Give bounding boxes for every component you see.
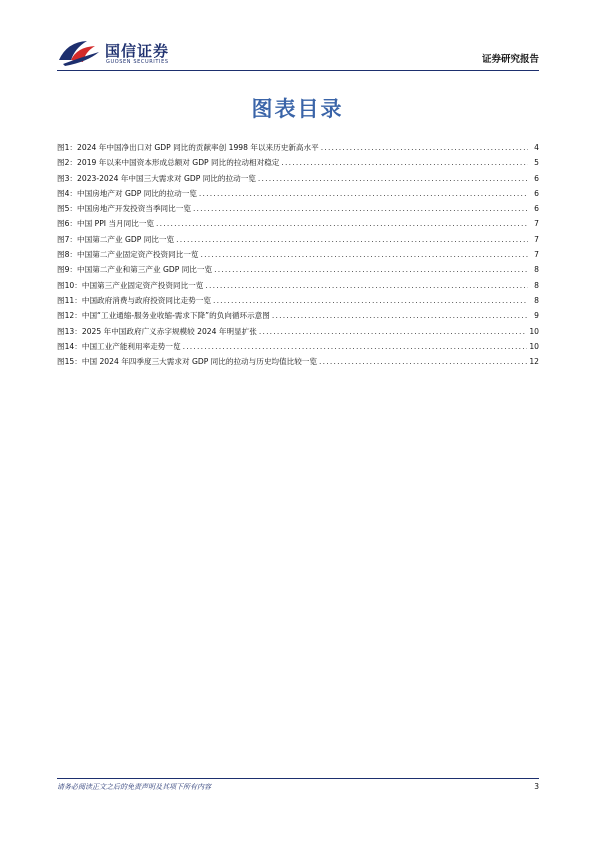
toc-entry-label: 图9： (57, 265, 78, 275)
toc-entry-page: 10 (529, 341, 539, 351)
toc-entry-label: 图14： (57, 341, 82, 351)
toc-entry-page: 7 (534, 250, 539, 260)
toc-entry[interactable] (57, 293, 539, 308)
toc-entry-page: 8 (534, 295, 539, 305)
toc-entry-page: 4 (534, 143, 539, 152)
toc-dot-leader (176, 232, 528, 247)
toc-entry[interactable] (57, 201, 539, 216)
toc-entry-text: 中国第三产业固定资产投资同比一览 (81, 280, 204, 290)
toc-entry-label: 图11： (57, 295, 82, 305)
brand-name-cn: 国信证券 (105, 42, 170, 60)
figure-table-of-contents (57, 140, 539, 369)
footer-disclaimer: 请务必阅读正文之后的免责声明及其项下所有内容 (57, 783, 211, 791)
toc-entry-page: 8 (534, 280, 539, 290)
toc-entry-label: 图3： (57, 173, 78, 183)
footer-divider (57, 778, 539, 779)
toc-entry-label: 图13： (57, 326, 82, 336)
toc-entry-label: 图7： (57, 234, 78, 244)
toc-entry-text: 中国第二产业和第三产业 GDP 同比一览 (77, 265, 213, 275)
toc-entry-page: 9 (534, 311, 539, 321)
toc-entry-text: 中国房地产开发投资当季同比一览 (77, 204, 191, 214)
toc-entry-text: 中国工业产能利用率走势一览 (81, 341, 181, 351)
toc-dot-leader (205, 278, 528, 293)
toc-entry-page: 8 (534, 265, 539, 275)
toc-entry-text: 2025 年中国政府广义赤字规模较 2024 年明显扩张 (81, 326, 257, 336)
toc-entry-text: 中国 2024 年四季度三大需求对 GDP 同比的拉动与历史均值比较一览 (81, 357, 317, 367)
brand-name-en: GUOSEN SECURITIES (106, 59, 169, 65)
toc-entry-page: 12 (529, 357, 539, 367)
toc-entry-text: 中国“工业通缩-服务业收缩-需求下降”的负向循环示意图 (81, 311, 270, 321)
guosen-logo-icon (57, 38, 101, 68)
toc-entry-page: 6 (534, 173, 539, 183)
toc-entry[interactable] (57, 262, 539, 277)
page-number: 3 (534, 782, 539, 791)
toc-dot-leader (259, 324, 527, 339)
toc-entry[interactable] (57, 278, 539, 293)
toc-entry[interactable] (57, 308, 539, 323)
toc-dot-leader (258, 171, 528, 186)
toc-entry[interactable] (57, 232, 539, 247)
toc-dot-leader (199, 186, 528, 201)
toc-entry-label: 图4： (57, 188, 78, 198)
toc-entry[interactable] (57, 247, 539, 262)
toc-entry-text: 中国政府消费与政府投资同比走势一览 (81, 295, 211, 305)
toc-entry-label: 图6： (57, 219, 78, 229)
toc-entry[interactable] (57, 216, 539, 231)
toc-entry-page: 10 (529, 326, 539, 336)
toc-entry-label: 图15： (57, 357, 82, 367)
toc-entry-label: 图12： (57, 311, 82, 321)
toc-dot-leader (272, 308, 528, 323)
toc-entry[interactable] (57, 155, 539, 170)
toc-entry-label: 图8： (57, 250, 78, 260)
toc-title: 图表目录 (251, 97, 344, 121)
toc-entry-text: 2024 年中国净出口对 GDP 同比的贡献率创 1998 年以来历史新高水平 (77, 143, 319, 152)
toc-entry[interactable] (57, 339, 539, 354)
toc-entry-page: 5 (534, 158, 539, 168)
toc-dot-leader (321, 140, 528, 155)
toc-entry-label: 图5： (57, 204, 78, 214)
page-header (57, 38, 539, 68)
toc-entry[interactable] (57, 324, 539, 339)
toc-entry-text: 中国第二产业固定资产投资同比一览 (77, 250, 199, 260)
toc-entry-page: 6 (534, 204, 539, 214)
toc-entry-label: 图1： (57, 143, 78, 152)
toc-entry-text: 2019 年以来中国资本形成总额对 GDP 同比的拉动相对稳定 (77, 158, 280, 168)
toc-entry-text: 中国房地产对 GDP 同比的拉动一览 (77, 188, 197, 198)
toc-dot-leader (214, 262, 528, 277)
header-divider (57, 70, 539, 71)
toc-entry-page: 6 (534, 188, 539, 198)
toc-entry-label: 图2： (57, 158, 78, 168)
toc-entry-text: 中国 PPI 当月同比一览 (77, 219, 155, 229)
toc-dot-leader (319, 354, 527, 369)
toc-entry[interactable] (57, 171, 539, 186)
toc-dot-leader (183, 339, 528, 354)
toc-dot-leader (213, 293, 528, 308)
toc-entry-page: 7 (534, 234, 539, 244)
toc-entry[interactable] (57, 140, 539, 155)
toc-entry[interactable] (57, 186, 539, 201)
toc-dot-leader (281, 155, 528, 170)
toc-entry-text: 2023-2024 年中国三大需求对 GDP 同比的拉动一览 (77, 173, 256, 183)
report-type-label: 证券研究报告 (481, 54, 539, 65)
toc-dot-leader (193, 201, 528, 216)
toc-entry[interactable] (57, 354, 539, 369)
toc-entry-text: 中国第二产业 GDP 同比一览 (77, 234, 175, 244)
toc-entry-page: 7 (534, 219, 539, 229)
toc-dot-leader (156, 216, 528, 231)
toc-dot-leader (201, 247, 528, 262)
toc-entry-label: 图10： (57, 280, 82, 290)
